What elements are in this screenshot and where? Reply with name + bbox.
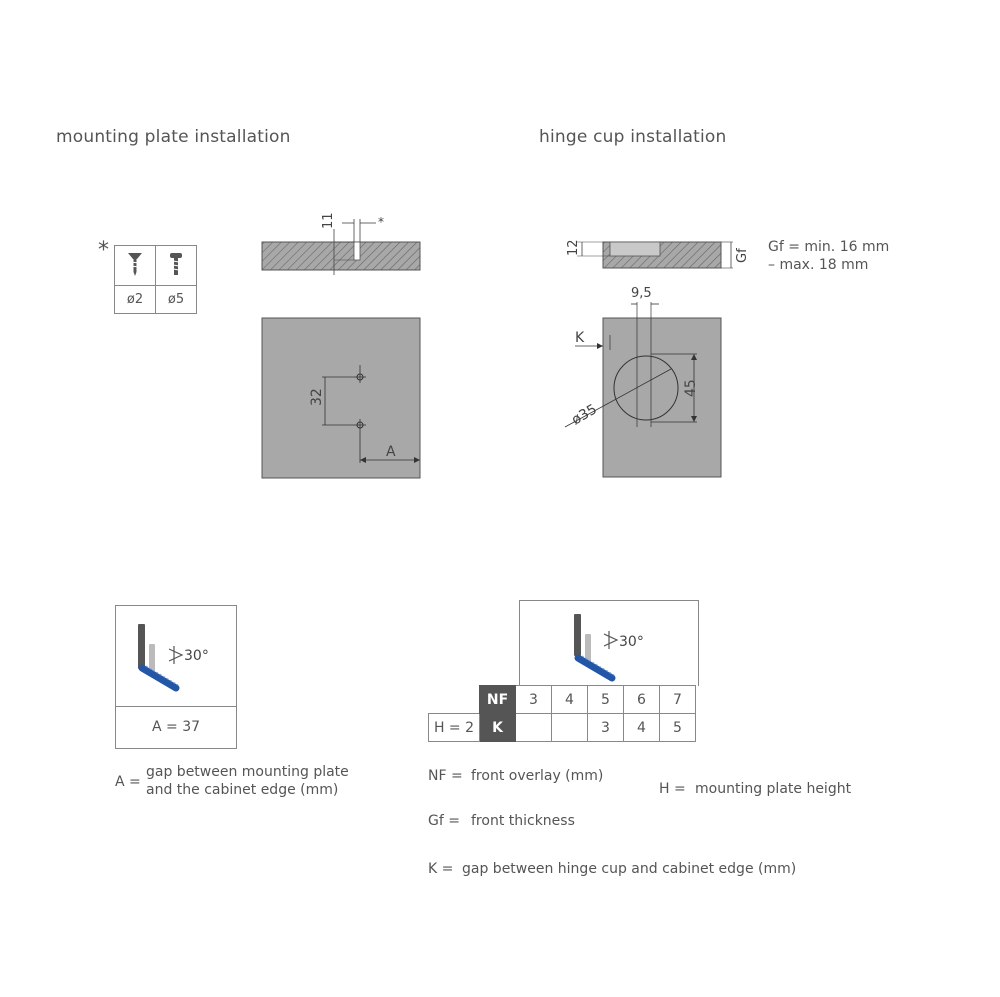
nf-angle-label: 30° — [619, 634, 644, 650]
hinge-cup-title: hinge cup installation — [539, 127, 727, 147]
mounting-section-panel — [262, 242, 420, 270]
legend-nf-text: front overlay (mm) — [471, 768, 604, 784]
cup-depth-label: 12 — [566, 239, 581, 256]
cup-bore-front — [614, 356, 678, 420]
nf-hinge-angle-icon — [560, 606, 680, 686]
mounting-plate-diagram — [250, 205, 435, 485]
nf-value: 4 — [552, 686, 588, 714]
depth-dimension-label: 11 — [321, 212, 336, 229]
cup-diameter-label: ø35 — [569, 401, 600, 429]
gf-range-max: – max. 18 mm — [768, 257, 869, 273]
h-row-label: H = 2 — [429, 714, 480, 742]
cup-offset-label: 9,5 — [631, 286, 652, 301]
legend-a-line1: gap between mounting plate — [146, 764, 349, 780]
nf-value: 7 — [660, 686, 696, 714]
mounting-plate-title: mounting plate installation — [56, 127, 291, 147]
pilot-hole-section — [354, 242, 360, 260]
legend-nf-key: NF = — [428, 768, 463, 784]
legend-k-key: K = — [428, 861, 454, 877]
countersunk-screw-icon — [115, 246, 156, 286]
nf-value: 3 — [516, 686, 552, 714]
screw-table — [114, 245, 197, 314]
k-header: K — [480, 714, 516, 742]
table-corner — [429, 686, 480, 714]
screw-diameter-5: ø5 — [156, 286, 197, 314]
legend-a-key: A = — [115, 774, 141, 790]
nf-value: 5 — [588, 686, 624, 714]
hole-spacing-label: 32 — [309, 388, 325, 406]
nf-angle-box — [519, 600, 699, 686]
k-value — [552, 714, 588, 742]
k-value: 4 — [624, 714, 660, 742]
legend-gf-key: Gf = — [428, 813, 460, 829]
legend-gf-text: front thickness — [471, 813, 575, 829]
k-value: 5 — [660, 714, 696, 742]
opening-angle-label: 30° — [184, 648, 209, 664]
nf-k-table — [428, 685, 696, 742]
hinge-angle-icon — [116, 606, 236, 706]
pan-head-screw-icon — [156, 246, 197, 286]
gf-range-min: Gf = min. 16 mm — [768, 239, 890, 255]
k-value: 3 — [588, 714, 624, 742]
legend-h-text: mounting plate height — [695, 781, 852, 797]
k-gap-label: K — [575, 330, 585, 346]
a-value: A = 37 — [151, 719, 201, 735]
hinge-cup-diagram — [555, 215, 750, 485]
nf-header: NF — [480, 686, 516, 714]
screw-asterisk: * — [98, 238, 109, 263]
legend-k-text: gap between hinge cup and cabinet edge (mm) — [462, 861, 797, 877]
edge-distance-label: A — [386, 444, 396, 460]
screw-diameter-2: ø2 — [115, 286, 156, 314]
legend-h-key: H = — [659, 781, 686, 797]
front-thickness-label: Gf — [735, 248, 750, 263]
opening-angle-box — [115, 605, 237, 749]
legend-a-line2: and the cabinet edge (mm) — [146, 782, 339, 798]
hole-asterisk-label: * — [378, 215, 384, 229]
cup-height-label: 45 — [683, 379, 699, 397]
mounting-front-panel — [262, 318, 420, 478]
k-value — [516, 714, 552, 742]
nf-value: 6 — [624, 686, 660, 714]
cup-bore-section — [610, 242, 660, 256]
